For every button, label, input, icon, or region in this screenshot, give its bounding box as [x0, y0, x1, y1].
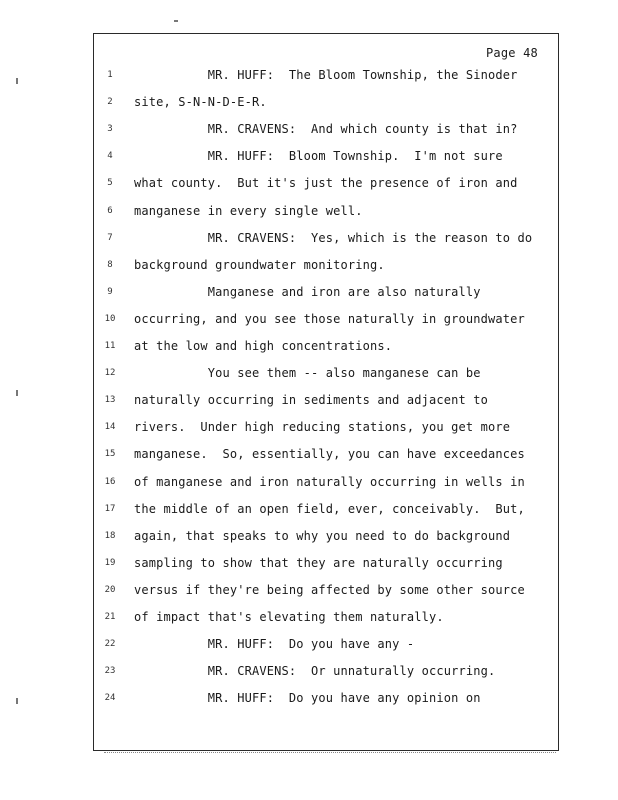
transcript-line: MR. HUFF: Do you have any opinion on: [134, 691, 481, 705]
transcript-line: MR. HUFF: The Bloom Township, the Sinoder: [134, 68, 518, 82]
line-number: 14: [104, 422, 116, 432]
top-margin-mark: [174, 20, 178, 22]
page-number: Page 48: [486, 46, 538, 60]
line-number: 4: [107, 151, 113, 161]
line-number: 11: [104, 341, 116, 351]
transcript-line: of manganese and iron naturally occurring in wells in: [134, 475, 525, 489]
line-number: 1: [107, 70, 113, 80]
transcript-line: again, that speaks to why you need to do background: [134, 529, 511, 543]
left-margin-mark: [16, 390, 18, 396]
transcript-line: what county. But it's just the presence of iron and: [134, 176, 518, 190]
line-number: 20: [104, 585, 116, 595]
line-number: 23: [104, 666, 116, 676]
transcript-line: site, S-N-N-D-E-R.: [134, 95, 267, 109]
line-number: 24: [104, 693, 116, 703]
line-number: 22: [104, 639, 116, 649]
line-number: 19: [104, 558, 116, 568]
line-number: 6: [107, 206, 113, 216]
left-margin-mark: [16, 698, 18, 704]
line-number: 15: [104, 449, 116, 459]
transcript-line: versus if they're being affected by some other source: [134, 583, 525, 597]
bottom-scan-noise: [104, 752, 556, 756]
transcript-line: manganese in every single well.: [134, 204, 363, 218]
transcript-line: MR. CRAVENS: Or unnaturally occurring.: [134, 664, 496, 678]
transcript-line: Manganese and iron are also naturally: [134, 285, 481, 299]
transcript-line: of impact that's elevating them naturally.: [134, 610, 444, 624]
line-number: 12: [104, 368, 116, 378]
line-number: 16: [104, 477, 116, 487]
transcript-line: the middle of an open field, ever, conceivably. But,: [134, 502, 525, 516]
transcript-line: manganese. So, essentially, you can have exceedances: [134, 447, 525, 461]
transcript-line: MR. HUFF: Bloom Township. I'm not sure: [134, 149, 503, 163]
transcript-line: occurring, and you see those naturally in groundwater: [134, 312, 525, 326]
line-number: 5: [107, 178, 113, 188]
line-number: 18: [104, 531, 116, 541]
transcript-line: MR. CRAVENS: And which county is that in?: [134, 122, 518, 136]
line-number: 13: [104, 395, 116, 405]
line-number: 3: [107, 124, 113, 134]
transcript-line: background groundwater monitoring.: [134, 258, 385, 272]
line-number: 9: [107, 287, 113, 297]
line-number: 21: [104, 612, 116, 622]
transcript-line: MR. HUFF: Do you have any -: [134, 637, 415, 651]
transcript-line: rivers. Under high reducing stations, you get more: [134, 420, 511, 434]
transcript-line: naturally occurring in sediments and adjacent to: [134, 393, 488, 407]
line-number: 17: [104, 504, 116, 514]
line-number: 2: [107, 97, 113, 107]
transcript-line: sampling to show that they are naturally occurring: [134, 556, 503, 570]
line-number: 8: [107, 260, 113, 270]
line-number: 10: [104, 314, 116, 324]
transcript-line: MR. CRAVENS: Yes, which is the reason to do: [134, 231, 533, 245]
left-margin-mark: [16, 78, 18, 84]
transcript-line: at the low and high concentrations.: [134, 339, 393, 353]
line-number: 7: [107, 233, 113, 243]
transcript-line: You see them -- also manganese can be: [134, 366, 481, 380]
